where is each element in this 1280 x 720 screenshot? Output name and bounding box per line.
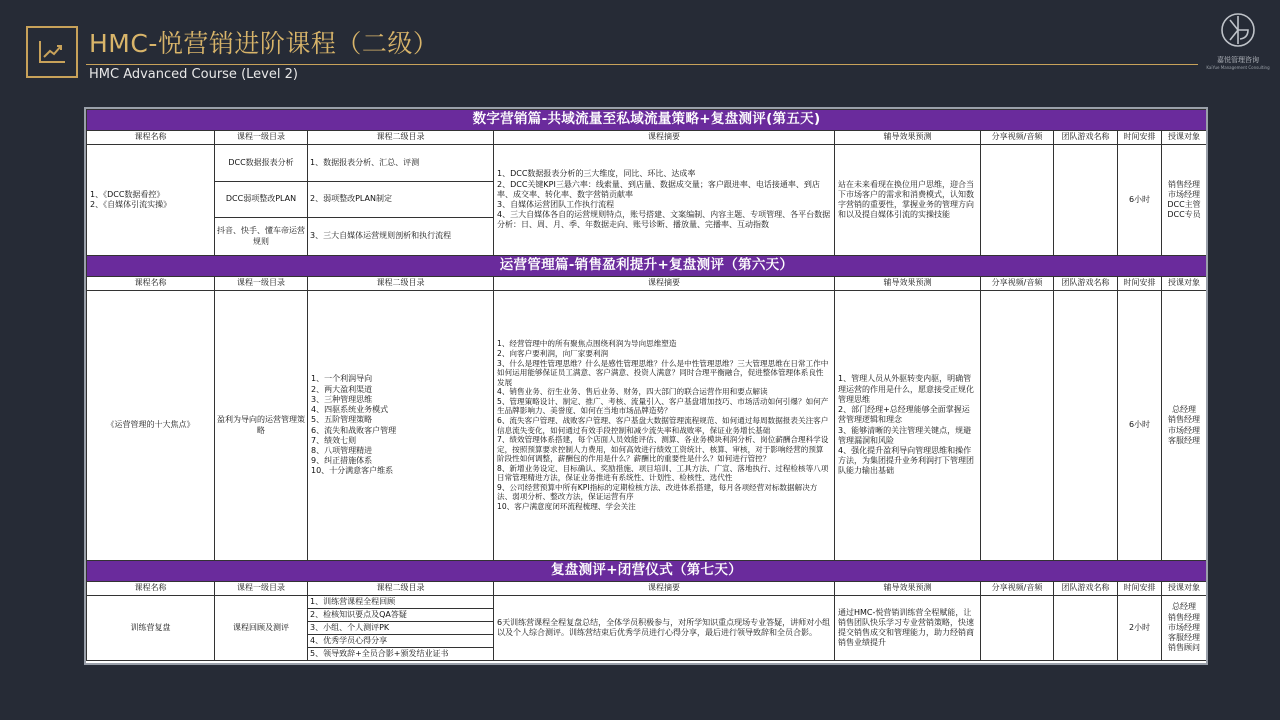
table-row [87,291,1207,561]
summary-cell: 1、DCC数据报表分析的三大维度，同比、环比、达成率 2、DCC关键KPI三悬六率：线索量、到店量、数据成交量；客户跟进率、电话接通率、到店率、成交率、转化率、数字营销贡献率 3、自媒体运营团队工作执行流程 4、三大自媒体各自的运营规则特点，账号搭建、文案编制、内容主题、专项管理、各平台数据分析：日、周、月、季、年数据走向、账号诊断、播放量、完播率、互动指数 [494,145,835,256]
column-header: 课程名称 [87,131,215,145]
logo-text-en: KaiYue Management Consulting [1206,65,1270,70]
logo-mark-icon [1218,10,1258,50]
time-cell: 6小时 [1118,145,1162,256]
column-header: 课程摘要 [494,582,835,596]
column-header: 团队游戏名称 [1054,277,1118,291]
time-cell: 6小时 [1118,291,1162,561]
level2-cell: 3、小组、个人测评PK [308,622,494,635]
level2-cell: 1、训练营课程全程回顾 [308,596,494,609]
column-header: 时间安排 [1118,277,1162,291]
effect-cell: 1、管理人员从外驱转变内驱，明确管理运营的作用是什么，愿意接受正规化管理思维 2、部门经理+总经理能够全面掌握运营管理逻辑和理念 3、能够清晰的关注管理关键点，规避管理漏洞和风险 4、强化提升盈利导向管理思维和操作方法，为集团提升业务利润打下管理团队能力输出基础 [835,291,981,561]
column-header: 分享视频/音频 [981,582,1054,596]
column-header: 团队游戏名称 [1054,582,1118,596]
table-header-row [87,131,1207,145]
summary-cell: 1、经营管理中的所有聚焦点围绕利润为导向思维塑造 2、向客户要利润，向厂家要利润 3、什么是理性管理思维？什么是感性管理思维？什么是中性管理思维？三大管理思维在日常工作中如何运用能够保证员工满意、客户满意、投资人满意？同时合理平衡融合，促进整体管理体系良性发展 4、销售业务、衍生业务、售后业务、财务，四大部门的联合运营作用和要点解读 5、管理策略设计、制定、推广、考核、流量引入、客户基盘增加技巧、市场活动如何引爆？如何产生品牌影响力、美誉度、如何在当地市场品牌造势？ 6、流失客户管理、战败客户管理、客户基盘大数据管理流程规范、如何通过每周数据报表关注客户信息流失变化，如何通过有效手段控制和减少流失率和战败率，保证业务增长基础 7、绩效管理体系搭建，每个店面人员效能评估、测算、各业务模块利润分析、岗位薪酬合理科学设定，按照预算要求控制人力费用，如何高效进行绩效工资统计、核算、审核，对于影响经营的预算阶段性如何调整，薪酬包的作用是什么？薪酬比的重要性是什么？如何进行管控？ 8、新增业务设定、目标确认、奖励措施、项目培训、工具方法、广宣、落地执行、过程检核等八项日常管理精进方法，保证业务推进有系统性、计划性、检核性、选代性 9、公司经营预算中所有KPI指标的定期检核方法、改进体系搭建，每月各项经营对标数据解决方法、弱项分析、整改方法，保证运营有序 10、客户满意度闭环流程梳理、学会关注 [494,291,835,561]
trend-chart-icon [37,39,67,65]
column-header: 时间安排 [1118,131,1162,145]
time-cell: 2小时 [1118,596,1162,661]
logo-text-cn: 嘉悦管理咨询 [1217,56,1259,64]
course-name-cell: 《运营管理的十大焦点》 [87,291,215,561]
course-table [86,109,1207,661]
column-header: 课程二级目录 [308,277,494,291]
column-header: 团队游戏名称 [1054,131,1118,145]
column-header: 课程一级目录 [215,582,308,596]
effect-cell: 站在未来看现在换位用户思维，迎合当下市场客户的需求和消费模式，认知数字营销的重要性，掌握业务的管理方向和以及提自媒体引流的实操技能 [835,145,981,256]
table-header-row [87,277,1207,291]
column-header: 课程名称 [87,277,215,291]
section-title: 数字营销篇-共域流量至私域流量策略+复盘测评(第五天) [87,110,1207,131]
share-media-cell [981,291,1054,561]
column-header: 分享视频/音频 [981,131,1054,145]
column-header: 辅导效果预测 [835,131,981,145]
team-game-cell [1054,291,1118,561]
column-header: 辅导效果预测 [835,277,981,291]
course-table-sheet [84,107,1208,665]
team-game-cell [1054,596,1118,661]
table-row [87,596,1207,609]
column-header: 课程一级目录 [215,131,308,145]
column-header: 授课对象 [1162,131,1207,145]
column-header: 课程一级目录 [215,277,308,291]
course-name-cell: 1、《DCC数据看控》 2、《自媒体引流实操》 [87,145,215,256]
audience-cell: 总经理 销售经理 市场经理 客服经理 销售顾问 [1162,596,1207,661]
column-header: 授课对象 [1162,582,1207,596]
level1-cell: DCC数据报表分析 [215,145,308,182]
summary-cell: 6天训练营课程全程复盘总结，全体学员积极参与，对所学知识重点现场专业答疑，讲师对小组以及个人综合测评。训练营结束后优秀学员进行心得分享，最后进行领导致辞和全员合影。 [494,596,835,661]
table-header-row [87,582,1207,596]
header-divider [86,64,1198,65]
level2-cell: 5、领导致辞+全员合影+颁发结业证书 [308,648,494,661]
audience-cell: 总经理 销售经理 市场经理 客服经理 [1162,291,1207,561]
level2-cell: 2、弱项整改PLAN制定 [308,182,494,218]
column-header: 时间安排 [1118,582,1162,596]
column-header: 分享视频/音频 [981,277,1054,291]
level1-cell: DCC弱项整改PLAN [215,182,308,218]
share-media-cell [981,596,1054,661]
column-header: 辅导效果预测 [835,582,981,596]
page-subtitle: HMC Advanced Course (Level 2) [89,67,298,82]
column-header: 授课对象 [1162,277,1207,291]
share-media-cell [981,145,1054,256]
company-logo [1200,10,1276,70]
column-header: 课程二级目录 [308,582,494,596]
section-title: 复盘测评+闭营仪式（第七天） [87,561,1207,582]
team-game-cell [1054,145,1118,256]
effect-cell: 通过HMC-悦营销训练营全程赋能，让销售团队快乐学习专业营销策略，快速提交销售成交和管理能力，助力经销商销售业绩提升 [835,596,981,661]
level2-cell: 1、一个利润导向 2、两大盈利渠道 3、三种管理思维 4、四驱系统业务模式 5、五阶管理策略 6、流失和战败客户管理 7、绩效七则 8、八项管理精进 9、纠正措施体系 10、十分满意客户维系 [308,291,494,561]
level1-cell: 盈利为导向的运营管理策略 [215,291,308,561]
level1-cell: 课程回顾及测评 [215,596,308,661]
column-header: 课程摘要 [494,131,835,145]
table-row [87,145,1207,182]
level1-cell: 抖音、快手、懂车帝运营规则 [215,218,308,256]
page-title: HMC-悦营销进阶课程（二级） [89,29,439,58]
header-icon-box [26,26,78,78]
section-title: 运营管理篇-销售盈利提升+复盘测评（第六天） [87,256,1207,277]
level2-cell: 4、优秀学员心得分享 [308,635,494,648]
course-name-cell: 训练营复盘 [87,596,215,661]
column-header: 课程摘要 [494,277,835,291]
column-header: 课程二级目录 [308,131,494,145]
column-header: 课程名称 [87,582,215,596]
audience-cell: 销售经理 市场经理 DCC主管 DCC专员 [1162,145,1207,256]
level2-cell: 1、数据报表分析、汇总、评测 [308,145,494,182]
level2-cell: 2、检核知识要点及QA答疑 [308,609,494,622]
level2-cell: 3、三大自媒体运营规则剖析和执行流程 [308,218,494,256]
